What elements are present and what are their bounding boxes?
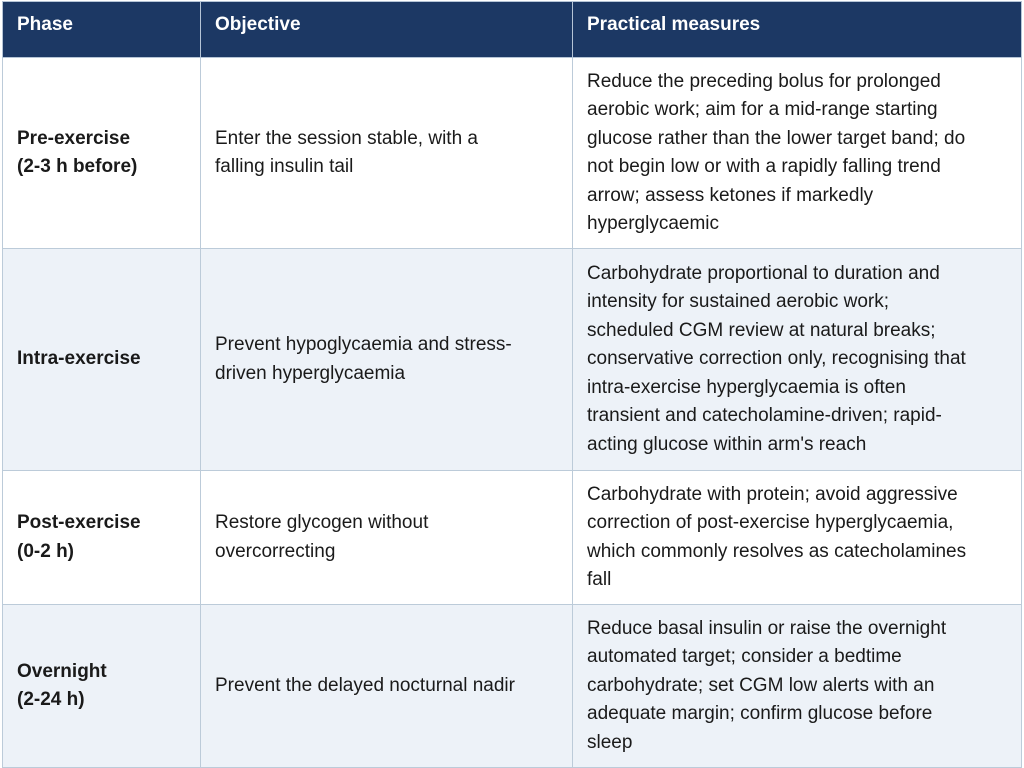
objective-cell (201, 471, 573, 605)
exercise-phase-table-container (2, 1, 1021, 758)
measures-line: intensity for sustained aerobic work; (587, 291, 890, 313)
table-row-pre-exercise (3, 58, 1022, 249)
phase-timing: (0-2 h) (17, 540, 74, 562)
header-practical-measures: Practical measures (573, 2, 1022, 58)
measures-cell (573, 471, 1022, 605)
measures-cell (573, 605, 1022, 768)
phase-cell (3, 471, 201, 605)
phase-name: Pre-exercise (17, 127, 131, 149)
phase-cell (3, 249, 201, 471)
measures-line: Carbohydrate with protein; avoid aggressive (587, 483, 958, 505)
header-row (3, 2, 1022, 58)
measures-line: transient and catecholamine-driven; rapid- (587, 405, 942, 427)
header-objective: Objective (201, 2, 573, 58)
measures-line: scheduled CGM review at natural breaks; (587, 319, 936, 341)
objective-line: Prevent the delayed nocturnal nadir (215, 674, 515, 696)
measures-cell (573, 249, 1022, 471)
phase-cell (3, 58, 201, 249)
table-body (3, 58, 1022, 768)
exercise-phase-table (2, 1, 1022, 768)
objective-line: Prevent hypoglycaemia and stress- (215, 334, 512, 355)
measures-line: glucose rather than the lower target band; do (587, 127, 966, 149)
objective-cell (201, 58, 573, 249)
objective-line: driven hyperglycaemia (215, 362, 406, 384)
measures-line: fall (587, 569, 612, 590)
measures-line: not begin low or with a rapidly falling trend (587, 156, 941, 177)
phase-timing: (2-3 h before) (17, 156, 138, 177)
measures-line: adequate margin; confirm glucose before (587, 703, 933, 725)
measures-line: arrow; assess ketones if markedly (587, 184, 874, 206)
header-phase: Phase (3, 2, 201, 58)
phase-cell (3, 605, 201, 768)
measures-line: sleep (587, 731, 633, 753)
measures-line: correction of post-exercise hyperglycaemia, (587, 512, 954, 533)
table-row-intra-exercise (3, 249, 1022, 471)
measures-line: hyperglycaemic (587, 213, 719, 234)
measures-line: acting glucose within arm's reach (587, 433, 867, 455)
table-row-overnight (3, 605, 1022, 768)
phase-name: Post-exercise (17, 512, 141, 533)
objective-line: Enter the session stable, with a (215, 127, 478, 149)
measures-line: carbohydrate; set CGM low alerts with an (587, 674, 935, 696)
measures-cell (573, 58, 1022, 249)
phase-name: Overnight (17, 660, 107, 682)
phase-timing: (2-24 h) (17, 689, 85, 710)
objective-cell (201, 605, 573, 768)
measures-line: Reduce the preceding bolus for prolonged (587, 70, 941, 92)
objective-line: Restore glycogen without (215, 512, 429, 533)
measures-line: conservative correction only, recognising that (587, 348, 966, 370)
measures-line: automated target; consider a bedtime (587, 646, 902, 668)
objective-cell (201, 249, 573, 471)
measures-line: which commonly resolves as catecholamines (587, 540, 967, 562)
objective-line: overcorrecting (215, 540, 336, 562)
phase-name: Intra-exercise (17, 348, 141, 370)
measures-line: intra-exercise hyperglycaemia is often (587, 376, 906, 398)
objective-line: falling insulin tail (215, 156, 354, 177)
measures-line: Carbohydrate proportional to duration and (587, 262, 940, 284)
measures-line: aerobic work; aim for a mid-range starting (587, 99, 938, 120)
table-header (3, 2, 1022, 58)
table-row-post-exercise (3, 471, 1022, 605)
measures-line: Reduce basal insulin or raise the overnight (587, 617, 947, 639)
